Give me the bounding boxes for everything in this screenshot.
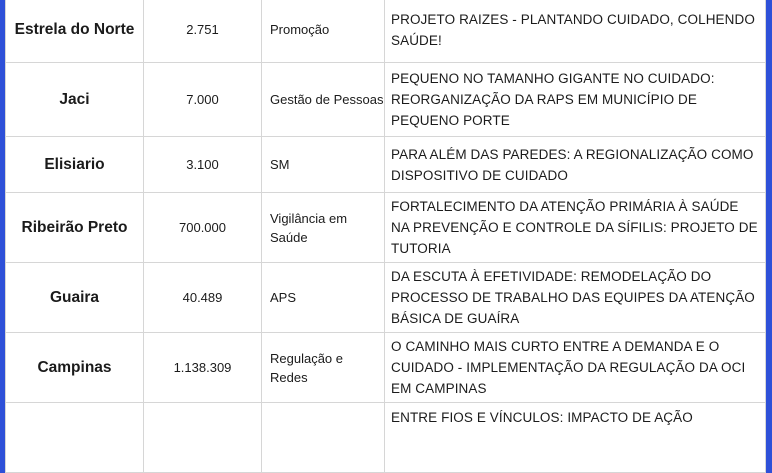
- table-row: [6, 0, 766, 63]
- table-row: [6, 333, 766, 403]
- table-row: [6, 137, 766, 193]
- populacao-cell: 1.138.309: [144, 333, 262, 403]
- municipio-cell: Jaci: [6, 63, 144, 137]
- titulo-cell: ENTRE FIOS E VÍNCULOS: IMPACTO DE AÇÃO: [385, 403, 766, 473]
- municipio-cell: Campinas: [6, 333, 144, 403]
- titulo-cell: FORTALECIMENTO DA ATENÇÃO PRIMÁRIA À SAÚDE NA PREVENÇÃO E CONTROLE DA SÍFILIS: PROJETO DE TUTORIA: [385, 193, 766, 263]
- populacao-cell: [144, 403, 262, 473]
- table-row: [6, 403, 766, 473]
- table-row: [6, 193, 766, 263]
- titulo-cell: PROJETO RAIZES - PLANTANDO CUIDADO, COLHENDO SAÚDE!: [385, 0, 766, 63]
- populacao-cell: 40.489: [144, 263, 262, 333]
- area-cell: Gestão de Pessoas: [262, 63, 385, 137]
- titulo-cell: PARA ALÉM DAS PAREDES: A REGIONALIZAÇÃO COMO DISPOSITIVO DE CUIDADO: [385, 137, 766, 193]
- municipio-cell: Ribeirão Preto: [6, 193, 144, 263]
- titulo-cell: O CAMINHO MAIS CURTO ENTRE A DEMANDA E O CUIDADO - IMPLEMENTAÇÃO DA REGULAÇÃO DA OCI EM CAMPINAS: [385, 333, 766, 403]
- area-cell: Promoção: [262, 0, 385, 63]
- area-cell: [262, 403, 385, 473]
- area-cell: APS: [262, 263, 385, 333]
- municipio-cell: Guaira: [6, 263, 144, 333]
- municipio-cell: Elisiario: [6, 137, 144, 193]
- municipio-cell: [6, 403, 144, 473]
- area-cell: SM: [262, 137, 385, 193]
- populacao-cell: 7.000: [144, 63, 262, 137]
- table-row: [6, 263, 766, 333]
- area-cell: Regulação e Redes: [262, 333, 385, 403]
- titulo-cell: DA ESCUTA À EFETIVIDADE: REMODELAÇÃO DO PROCESSO DE TRABALHO DAS EQUIPES DA ATENÇÃO BÁSICA DE GUAÍRA: [385, 263, 766, 333]
- table-row: [6, 63, 766, 137]
- populacao-cell: 3.100: [144, 137, 262, 193]
- populacao-cell: 700.000: [144, 193, 262, 263]
- titulo-cell: PEQUENO NO TAMANHO GIGANTE NO CUIDADO: REORGANIZAÇÃO DA RAPS EM MUNICÍPIO DE PEQUENO PORTE: [385, 63, 766, 137]
- projects-table: [5, 0, 766, 473]
- municipio-cell: Estrela do Norte: [6, 0, 144, 63]
- populacao-cell: 2.751: [144, 0, 262, 63]
- area-cell: Vigilância em Saúde: [262, 193, 385, 263]
